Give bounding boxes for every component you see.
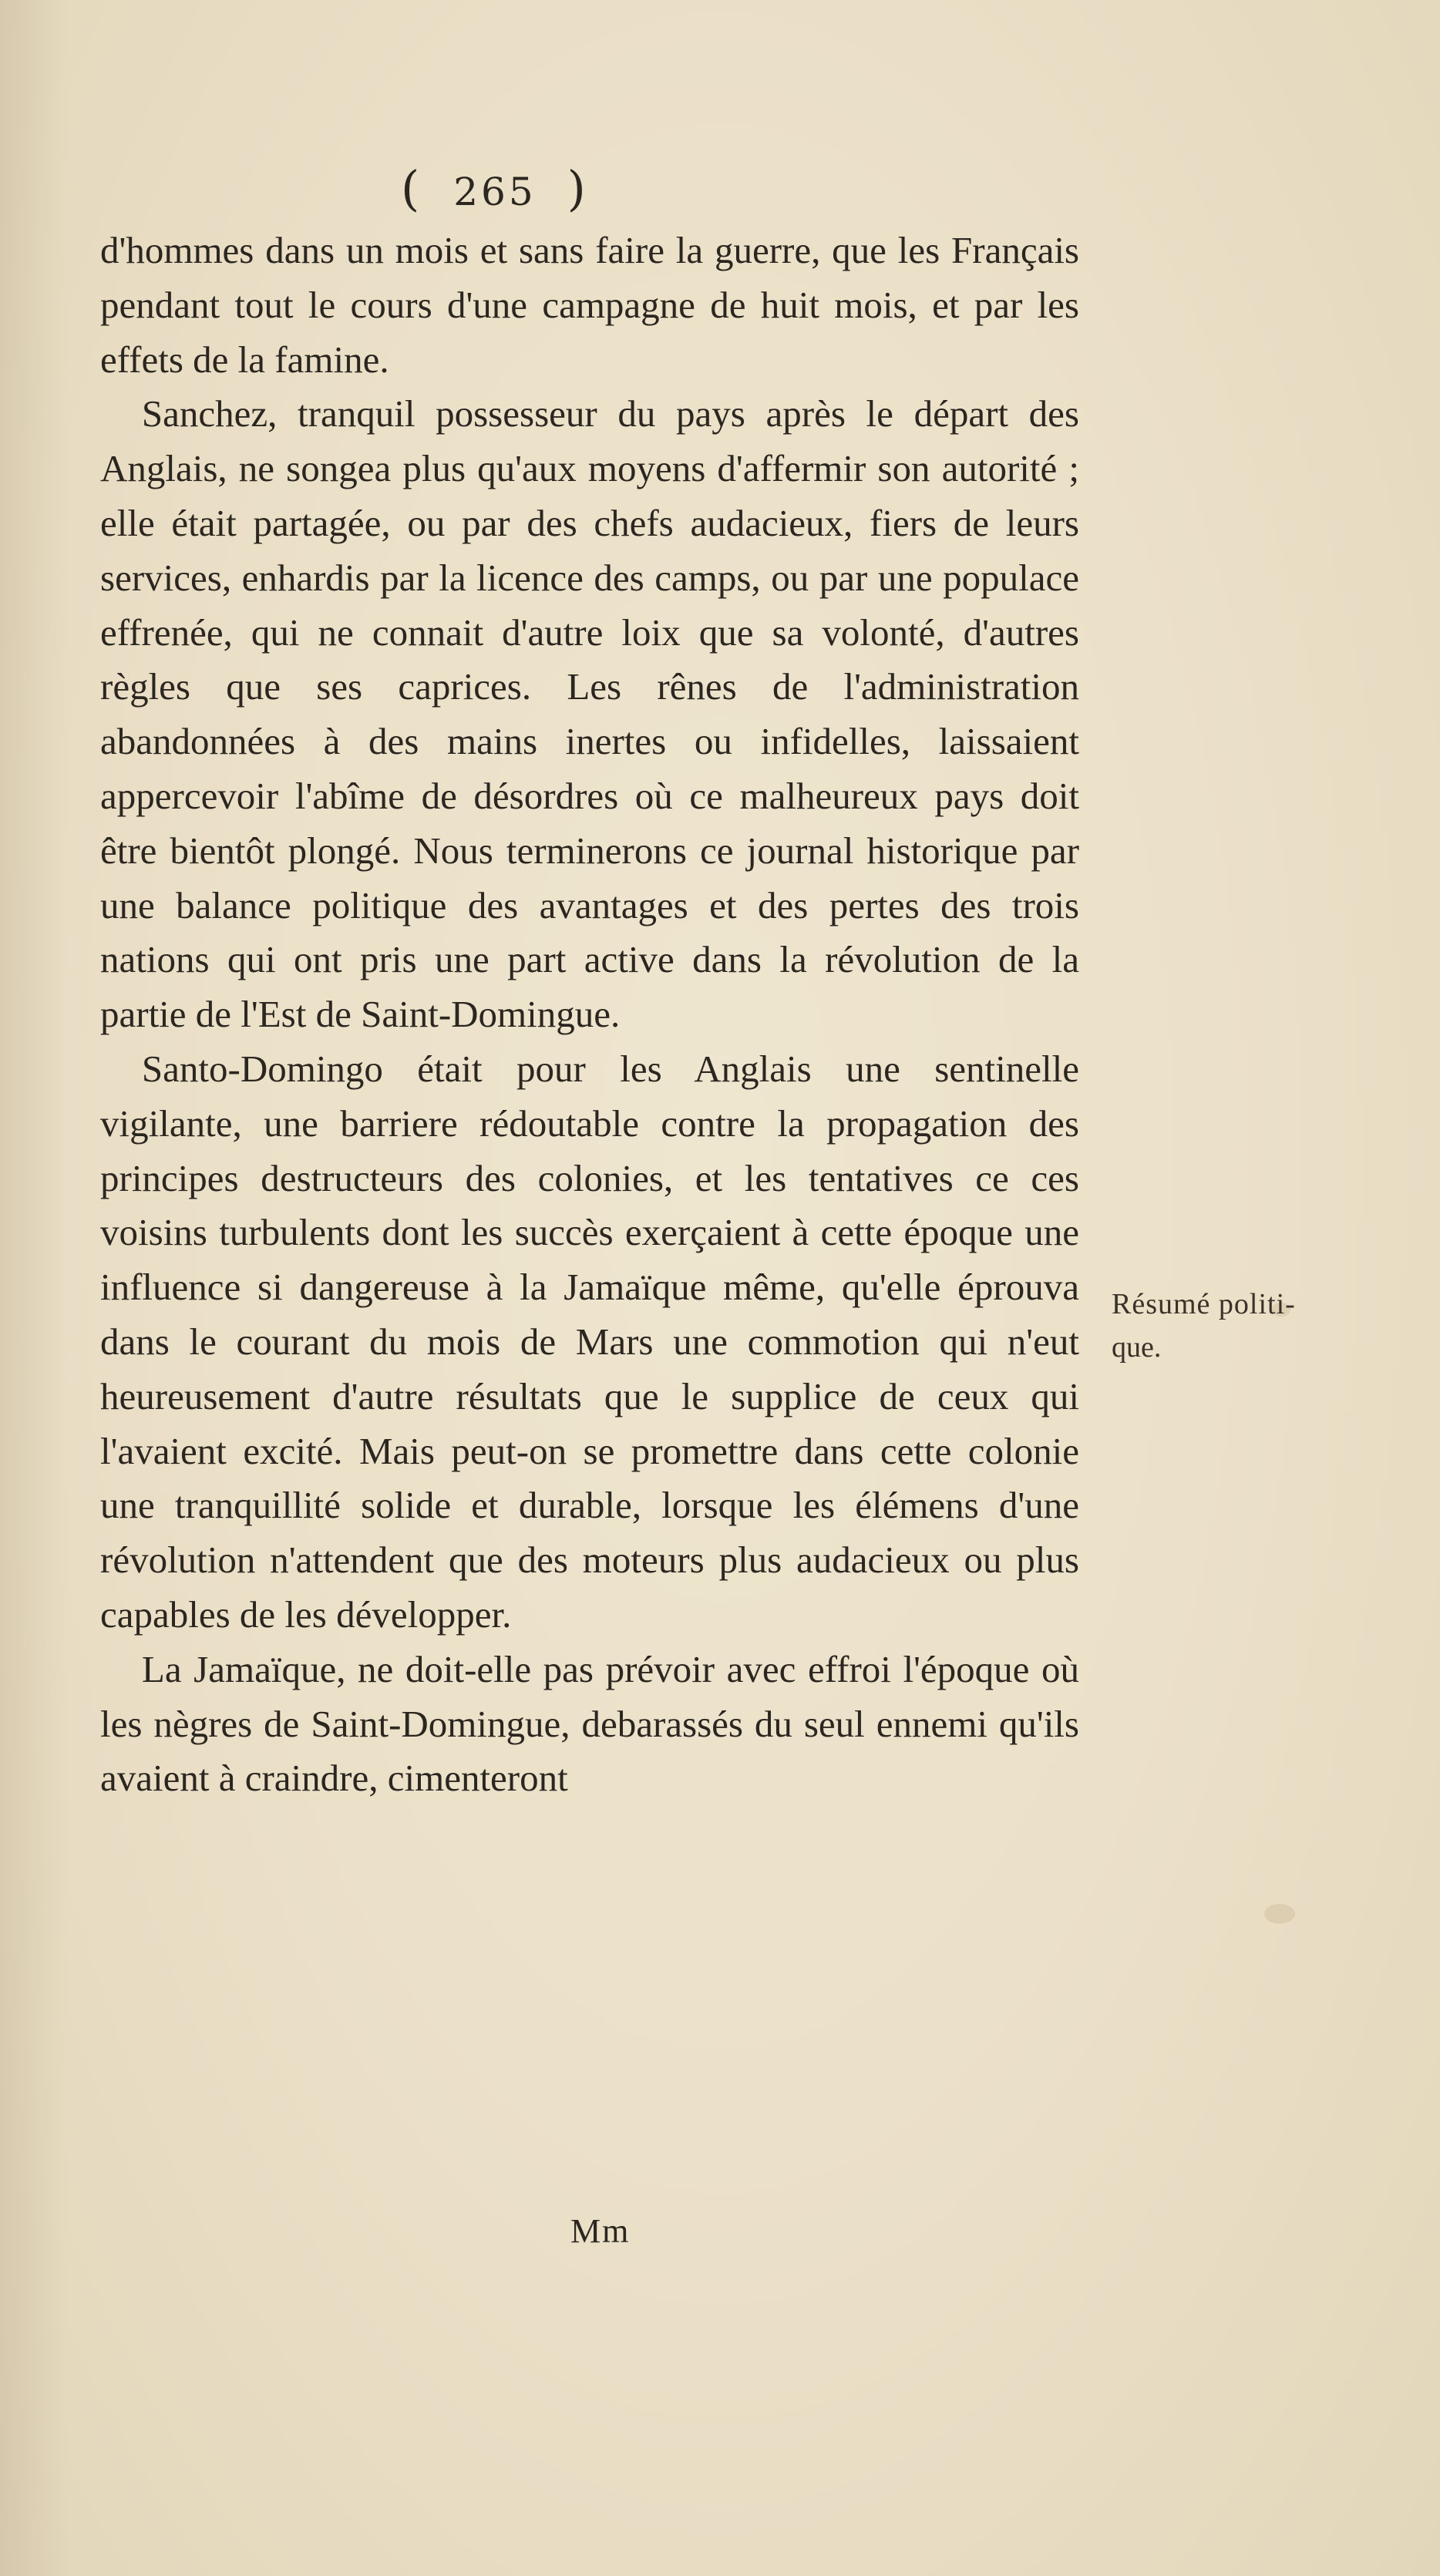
signature-mark: Mm	[570, 2212, 631, 2250]
paragraph-3: Santo-Domingo était pour les Anglais une sentinelle vigilante, une barriere rédoutable contre la propagation des principes destructeurs des colonies, et les tentatives ce ces voisins turbulents dont les succès exerçaient à cette époque une influence si dangereuse à la Jamaïque même, qu'elle éprouva dans le courant du mois de Mars une commotion qui n'eut heureusement d'autre résultats que le supplice de ceux qui l'avaient excité. Mais peut-on se promettre dans cette colonie une tranquillité solide et durable, lorsque les élémens d'une révolution n'attendent que des moteurs plus audacieux ou plus capables de les développer.	[100, 1047, 1079, 1636]
gutter-shadow	[0, 0, 69, 2576]
margin-note-line-2: que.	[1112, 1331, 1162, 1364]
body-text	[100, 224, 1079, 2197]
paragraph-2: Sanchez, tranquil possesseur du pays après le départ des Anglais, ne songea plus qu'aux moyens d'affermir son autorité ; elle était partagée, ou par des chefs audacieux, fiers de leurs services, enhardis par la licence des camps, ou par une populace effrenée, qui ne connait d'autre loix que sa volonté, d'autres règles que ses caprices. Les rênes de l'administration abandonnées à des mains inertes ou infidelles, laissaient appercevoir l'abîme de désordres où ce malheureux pays doit être bientôt plongé. Nous terminerons ce journal historique par une balance politique des avantages et des pertes des trois nations qui ont pris une part active dans la révolution de la partie de l'Est de Saint-Domingue.	[100, 392, 1079, 1036]
header-brace-left: (	[401, 160, 423, 217]
paper-stain	[1264, 1904, 1295, 1924]
header-brace-right: )	[567, 160, 589, 217]
page-header	[401, 154, 709, 224]
paragraph-1: d'hommes dans un mois et sans faire la guerre, que les Français pendant tout le cours d'une campagne de huit mois, et par les effets de la famine.	[100, 229, 1079, 381]
margin-note	[1112, 1283, 1389, 1369]
page-number: 265	[453, 170, 537, 214]
paragraph-4: La Jamaïque, ne doit-elle pas prévoir avec effroi l'époque où les nègres de Saint-Domingue, debarassés du seul ennemi qu'ils avaient à craindre, cimenteront	[100, 1647, 1079, 1800]
margin-note-line-1: Résumé politi-	[1112, 1288, 1296, 1320]
